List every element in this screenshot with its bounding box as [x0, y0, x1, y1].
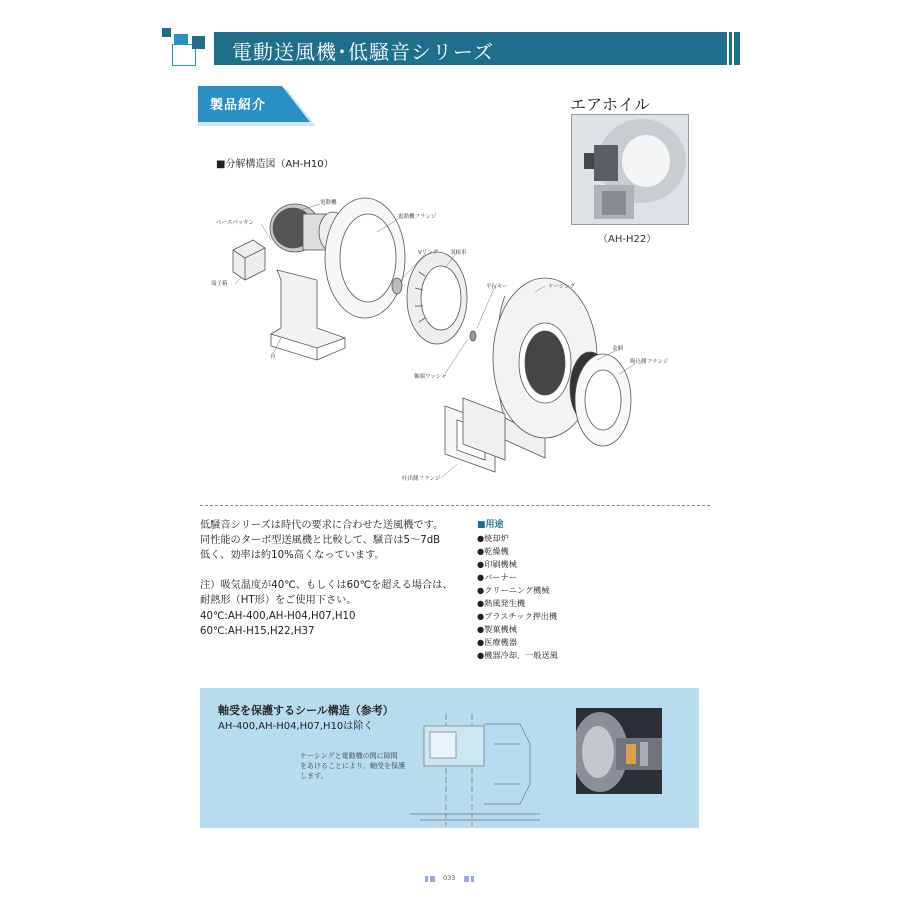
part-label-base-packing: ベースパッキン — [216, 220, 255, 226]
diagram-heading: ■分解構造図（AH-H10） — [216, 159, 334, 170]
seal-caption — [300, 751, 405, 781]
section-tag-label: 製品紹介 — [210, 98, 267, 113]
part-label-impeller: 羽根車 — [450, 250, 467, 256]
use-item: ●プラスチック押出機 — [477, 611, 558, 621]
note-text — [200, 578, 453, 608]
discharge-flange-drawing — [445, 398, 505, 472]
description-line: 低騒音シリーズは時代の要求に合わせた送風機です。 — [200, 520, 444, 531]
part-label-terminal-box: 端子箱 — [211, 281, 228, 287]
description-line: 低く、効率は約10%高くなっています。 — [200, 550, 385, 561]
use-item: ●印刷機械 — [477, 559, 517, 569]
use-item: ●バーナー — [477, 572, 517, 582]
seal-subtitle: AH-400,AH-H04,H07,H10は除く — [218, 721, 374, 732]
temp-40-models: 40℃:AH-400,AH-H04,H07,H10 — [200, 611, 356, 622]
page-title: 電動送風機･低騒音シリーズ — [232, 40, 494, 64]
use-item: ●熱風発生機 — [477, 598, 526, 608]
use-item: ●医療機器 — [477, 637, 517, 647]
part-label-wire-mesh: 金網 — [612, 346, 624, 352]
washer-drawing — [470, 331, 476, 341]
uses-heading: ■用途 — [477, 520, 504, 530]
part-label-discharge-flange: 吐出側フランジ — [402, 476, 441, 482]
impeller-drawing — [407, 252, 467, 344]
logo-square — [162, 28, 171, 37]
footer-mark-left — [425, 876, 435, 882]
product-photo — [571, 114, 689, 225]
page-number: 033 — [443, 874, 456, 882]
use-item: ●機器冷却、一般送風 — [477, 650, 558, 660]
part-label-v-ring: Vリング — [418, 250, 439, 256]
fan-photo-illustration — [572, 115, 688, 224]
part-label-shaft-washer: 軸端ワッシャ — [414, 374, 447, 380]
product-name: エアホイル — [570, 95, 651, 114]
use-item: ●製菓機械 — [477, 624, 517, 634]
seal-photo — [576, 708, 662, 794]
logo-square — [192, 36, 205, 49]
part-label-motor: 電動機 — [320, 200, 337, 206]
motor-flange-drawing — [325, 198, 405, 318]
use-item: ●クリーニング機械 — [477, 585, 550, 595]
footer-mark-right — [464, 876, 474, 882]
part-label-suction-flange: 吸込側フランジ — [630, 359, 669, 365]
v-ring-drawing — [392, 278, 402, 294]
header-stripe — [727, 32, 729, 65]
seal-caption-line: します。 — [300, 772, 328, 780]
suction-flange-drawing — [575, 354, 631, 446]
description-text — [200, 518, 443, 563]
seal-photo-illustration — [576, 708, 662, 794]
temp-60-models: 60℃:AH-H15,H22,H37 — [200, 626, 315, 637]
note-line: 注）吸気温度が40℃、もしくは60℃を超える場合は、 — [200, 580, 453, 591]
use-item: ●乾燥機 — [477, 546, 509, 556]
use-item: ●焼却炉 — [477, 533, 509, 543]
header-logo — [162, 28, 207, 68]
uses-list — [477, 532, 558, 662]
seal-structure-drawing — [400, 714, 550, 826]
product-model-caption: （AH-H22） — [598, 234, 657, 245]
section-divider — [200, 505, 710, 506]
note-line: 耐熱形（HT形）をご使用下さい。 — [200, 595, 357, 606]
seal-caption-line: をあけることにより、軸受を保護 — [300, 762, 405, 770]
part-label-motor-flange: 電動機フランジ — [398, 214, 437, 220]
terminal-box-drawing — [233, 240, 265, 280]
part-label-parallel-key: 平行キー — [486, 284, 509, 290]
part-label-casing: ケーシング — [548, 284, 576, 290]
header-stripe — [732, 32, 734, 65]
seal-caption-line: ケーシングと電動機の間に隙間 — [300, 752, 398, 760]
seal-title: 軸受を保護するシール構造（参考） — [218, 704, 394, 717]
description-line: 同性能のターボ型送風機と比較して、騒音は5～7dB — [200, 535, 441, 546]
part-label-stand: 台 — [270, 354, 276, 360]
